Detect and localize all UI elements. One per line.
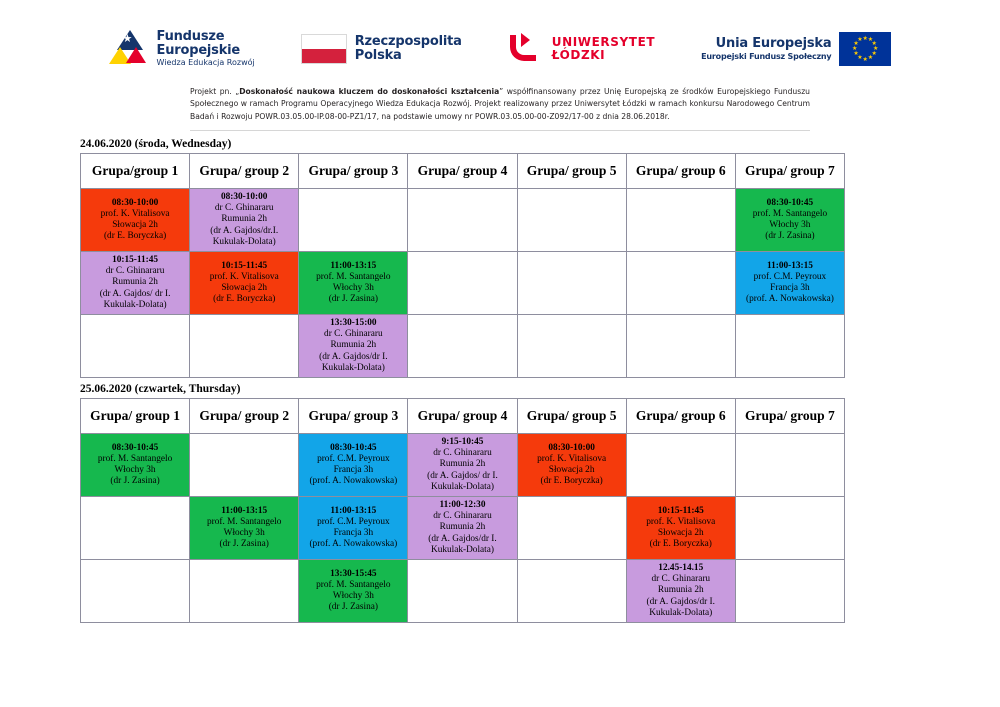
class-detail-line: Włochy 3h <box>114 465 156 475</box>
empty-cell <box>81 315 190 378</box>
class-detail-line: prof. M. Santangelo <box>752 208 828 219</box>
class-detail-line: (dr E. Boryczka) <box>649 539 712 550</box>
logo-line-3: Wiedza Edukacja Rozwój <box>156 58 255 68</box>
column-header-group-5: Grupa/ group 5 <box>517 154 626 189</box>
class-time: 10:15-11:45 <box>657 505 704 516</box>
class-time: 11:00-13:15 <box>330 260 377 271</box>
polish-flag-icon <box>301 34 347 64</box>
table-row <box>81 560 845 623</box>
empty-cell <box>81 560 190 623</box>
class-time: 11:00-13:15 <box>330 505 377 516</box>
class-cell-group-2 <box>190 189 299 252</box>
schedule-block-0 <box>80 138 845 378</box>
logo-line-1: Unia Europejska <box>715 35 832 51</box>
column-header-group-1: Grupa/ group 1 <box>81 399 190 434</box>
class-detail-line: (dr A. Gajdos/dr I. <box>428 533 497 544</box>
class-detail-line: Rumunia 2h <box>439 522 486 533</box>
class-detail-line: prof. C.M. Peyroux <box>317 516 390 527</box>
logo-line-1: Fundusze <box>156 29 225 45</box>
logo-line-3: Europejski Fundusz Społeczny <box>701 51 832 61</box>
class-detail-line: prof. K. Vitalisova <box>646 516 716 527</box>
class-cell-group-3 <box>299 315 408 378</box>
class-detail-line: Włochy 3h <box>223 528 265 538</box>
class-detail-line: Francja 3h <box>333 465 374 475</box>
class-detail-line: (prof. A. Nowakowska) <box>309 476 398 487</box>
empty-cell <box>81 497 190 560</box>
class-cell-group-3 <box>299 434 408 497</box>
class-detail-line: Słowacja 2h <box>221 283 268 293</box>
class-time: 08:30-10:00 <box>220 192 268 203</box>
class-detail-line: Kukulak-Dolata) <box>321 362 385 373</box>
class-detail-line: (dr E. Boryczka) <box>540 476 603 487</box>
column-header-group-7: Grupa/ group 7 <box>735 399 844 434</box>
class-detail-line: Kukulak-Dolata) <box>430 544 494 555</box>
column-header-group-2: Grupa/ group 2 <box>190 154 299 189</box>
class-time: 08:30-10:45 <box>330 442 377 453</box>
schedule-date: 24.06.2020 (środa, Wednesday) <box>80 138 232 150</box>
class-time: 13:30-15:45 <box>330 568 377 579</box>
class-detail-line: (prof. A. Nowakowska) <box>309 539 398 550</box>
class-time: 9:15-10:45 <box>441 437 484 448</box>
table-row <box>81 434 845 497</box>
schedule-block-1 <box>80 383 845 618</box>
empty-cell <box>517 189 626 252</box>
class-cell-group-5 <box>517 434 626 497</box>
class-detail-line: (dr A. Gajdos/ dr I. <box>99 288 171 299</box>
empty-cell <box>408 315 517 378</box>
column-header-group-6: Grupa/ group 6 <box>626 399 735 434</box>
class-detail-line: Włochy 3h <box>769 220 811 230</box>
class-detail-line: (dr J. Zasina) <box>219 539 269 550</box>
class-detail-line: Słowacja 2h <box>112 220 158 230</box>
class-detail-line: prof. K. Vitalisova <box>100 208 170 219</box>
class-cell-group-1 <box>81 434 190 497</box>
class-cell-group-4 <box>408 497 517 560</box>
table-row <box>81 252 845 315</box>
class-detail-line: Francja 3h <box>770 283 810 293</box>
class-detail-line: (dr A. Gajdos/ dr I. <box>427 470 498 481</box>
class-time: 10:15-11:45 <box>112 255 159 266</box>
class-cell-group-3 <box>299 497 408 560</box>
class-cell-group-3 <box>299 252 408 315</box>
empty-cell <box>517 252 626 315</box>
empty-cell <box>735 560 844 623</box>
class-cell-group-2 <box>190 497 299 560</box>
empty-cell <box>517 315 626 378</box>
empty-cell <box>517 560 626 623</box>
class-detail-line: prof. C.M. Peyroux <box>753 271 827 282</box>
logo-line-2: Polska <box>354 48 402 63</box>
column-header-group-1: Grupa/group 1 <box>81 154 190 189</box>
class-cell-group-1 <box>81 189 190 252</box>
logo-line-2: ŁÓDZKI <box>551 48 606 62</box>
logo-uniwersytet-lodzki <box>508 33 655 65</box>
class-time: 08:30-10:45 <box>111 442 159 453</box>
class-cell-group-1 <box>81 252 190 315</box>
empty-cell <box>299 189 408 252</box>
class-detail-line: Rumunia 2h <box>330 340 377 351</box>
class-detail-line: (dr A. Gajdos/dr.I. <box>210 225 279 236</box>
class-time: 11:00-13:15 <box>766 260 813 271</box>
class-cell-group-7 <box>735 189 844 252</box>
class-time: 08:30-10:45 <box>766 197 814 208</box>
empty-cell <box>190 434 299 497</box>
class-detail-line: prof. M. Santangelo <box>316 271 391 282</box>
class-detail-line: Rumunia 2h <box>221 214 268 225</box>
class-detail-line: (dr J. Zasina) <box>765 231 815 242</box>
class-time: 11:00-12:30 <box>439 500 486 511</box>
class-detail-line: Włochy 3h <box>332 591 374 601</box>
class-detail-line: dr C. Ghinararu <box>214 203 274 214</box>
class-detail-line: dr C. Ghinararu <box>433 511 492 522</box>
project-description: Projekt pn. „Doskonałość naukowa kluczem do doskonałości kształcenia” współfinansowany przez Unię Europejską ze środków Europejskiego Funduszu Społecznego w ramach Programu Operacyjnego Wiedza Edukacja Rozwój. Projekt realizowany przez Uniwersytet Łódzki w ramach konkursu Narodowego Centrum Badań i Rozwoju POWR.03.05.00-IP.08-00-PZ1/17, na podstawie umowy nr POWR.03.05.00-00-Z092/17-00 z dnia 28.06.2018r. <box>190 86 810 131</box>
class-time: 13:30-15:00 <box>330 318 377 329</box>
class-detail-line: (dr E. Boryczka) <box>103 231 167 242</box>
class-detail-line: prof. K. Vitalisova <box>209 271 279 282</box>
fundusze-europejskie-icon: ★ <box>109 30 149 68</box>
logo-rzeczpospolita-polska <box>301 34 462 64</box>
class-detail-line: dr C. Ghinararu <box>105 266 165 277</box>
class-detail-line: prof. M. Santangelo <box>207 516 282 527</box>
class-detail-line: Kukulak-Dolata) <box>649 607 713 618</box>
class-time: 08:30-10:00 <box>111 197 159 208</box>
logo-unia-europejska <box>701 32 891 66</box>
class-detail-line: (dr E. Boryczka) <box>213 294 276 305</box>
schedule-table-1 <box>80 398 845 623</box>
class-detail-line: prof. M. Santangelo <box>97 453 173 464</box>
class-cell-group-2 <box>190 252 299 315</box>
class-detail-line: (dr A. Gajdos/dr I. <box>646 596 715 607</box>
class-detail-line: dr C. Ghinararu <box>651 574 711 585</box>
table-row <box>81 497 845 560</box>
logo-line-2: Europejskie <box>156 43 241 59</box>
class-cell-group-4 <box>408 434 517 497</box>
class-detail-line: prof. K. Vitalisova <box>537 453 607 464</box>
class-detail-line: Włochy 3h <box>332 283 374 293</box>
class-cell-group-6 <box>626 560 735 623</box>
column-header-group-6: Grupa/ group 6 <box>626 154 735 189</box>
class-detail-line: dr C. Ghinararu <box>324 329 383 340</box>
logo-fundusze-europejskie <box>109 30 255 68</box>
class-detail-line: (dr A. Gajdos/dr I. <box>319 351 388 362</box>
column-header-group-4: Grupa/ group 4 <box>408 154 517 189</box>
uniwersytet-lodzki-icon <box>508 33 544 65</box>
class-cell-group-3 <box>299 560 408 623</box>
table-row <box>81 315 845 378</box>
column-header-group-4: Grupa/ group 4 <box>408 399 517 434</box>
class-detail-line: Kukulak-Dolata) <box>103 299 167 310</box>
empty-cell <box>408 560 517 623</box>
class-cell-group-7 <box>735 252 844 315</box>
empty-cell <box>517 497 626 560</box>
empty-cell <box>408 252 517 315</box>
empty-cell <box>626 252 735 315</box>
column-header-group-3: Grupa/ group 3 <box>299 399 408 434</box>
empty-cell <box>735 497 844 560</box>
class-detail-line: Kukulak-Dolata) <box>212 236 276 247</box>
class-detail-line: prof. C.M. Peyroux <box>317 453 390 464</box>
logo-line-1: Rzeczpospolita <box>354 33 462 49</box>
empty-cell <box>190 315 299 378</box>
class-detail-line: Słowacja 2h <box>548 465 595 475</box>
class-time: 08:30-10:00 <box>548 442 595 453</box>
class-detail-line: Rumunia 2h <box>439 459 486 470</box>
empty-cell <box>626 189 735 252</box>
schedule-date: 25.06.2020 (czwartek, Thursday) <box>80 383 241 395</box>
column-header-group-7: Grupa/ group 7 <box>735 154 844 189</box>
class-detail-line: Rumunia 2h <box>657 585 704 596</box>
column-header-group-2: Grupa/ group 2 <box>190 399 299 434</box>
class-detail-line: (dr J. Zasina) <box>110 476 160 487</box>
class-time: 12.45-14.15 <box>658 563 704 574</box>
empty-cell <box>408 189 517 252</box>
class-detail-line: (dr J. Zasina) <box>328 602 378 613</box>
logo-line-1: UNIWERSYTET <box>551 35 656 50</box>
funding-logo-bar <box>0 0 1000 76</box>
class-detail-line: (dr J. Zasina) <box>328 294 378 305</box>
eu-flag-icon: ★ ★ ★ ★ ★ ★ ★ ★ ★ ★ ★ ★ <box>839 32 891 66</box>
empty-cell <box>735 315 844 378</box>
empty-cell <box>735 434 844 497</box>
empty-cell <box>626 315 735 378</box>
class-detail-line: Francja 3h <box>333 528 374 538</box>
column-header-group-5: Grupa/ group 5 <box>517 399 626 434</box>
empty-cell <box>190 560 299 623</box>
class-cell-group-6 <box>626 497 735 560</box>
class-detail-line: dr C. Ghinararu <box>433 448 492 459</box>
class-detail-line: (prof. A. Nowakowska) <box>746 294 834 305</box>
class-detail-line: Słowacja 2h <box>657 528 704 538</box>
class-detail-line: Kukulak-Dolata) <box>430 481 494 492</box>
column-header-group-3: Grupa/ group 3 <box>299 154 408 189</box>
table-row <box>81 189 845 252</box>
schedule-table-0 <box>80 153 845 378</box>
class-detail-line: Rumunia 2h <box>112 277 158 288</box>
class-time: 10:15-11:45 <box>221 260 268 271</box>
class-time: 11:00-13:15 <box>221 505 268 516</box>
class-detail-line: prof. M. Santangelo <box>316 579 391 590</box>
empty-cell <box>626 434 735 497</box>
